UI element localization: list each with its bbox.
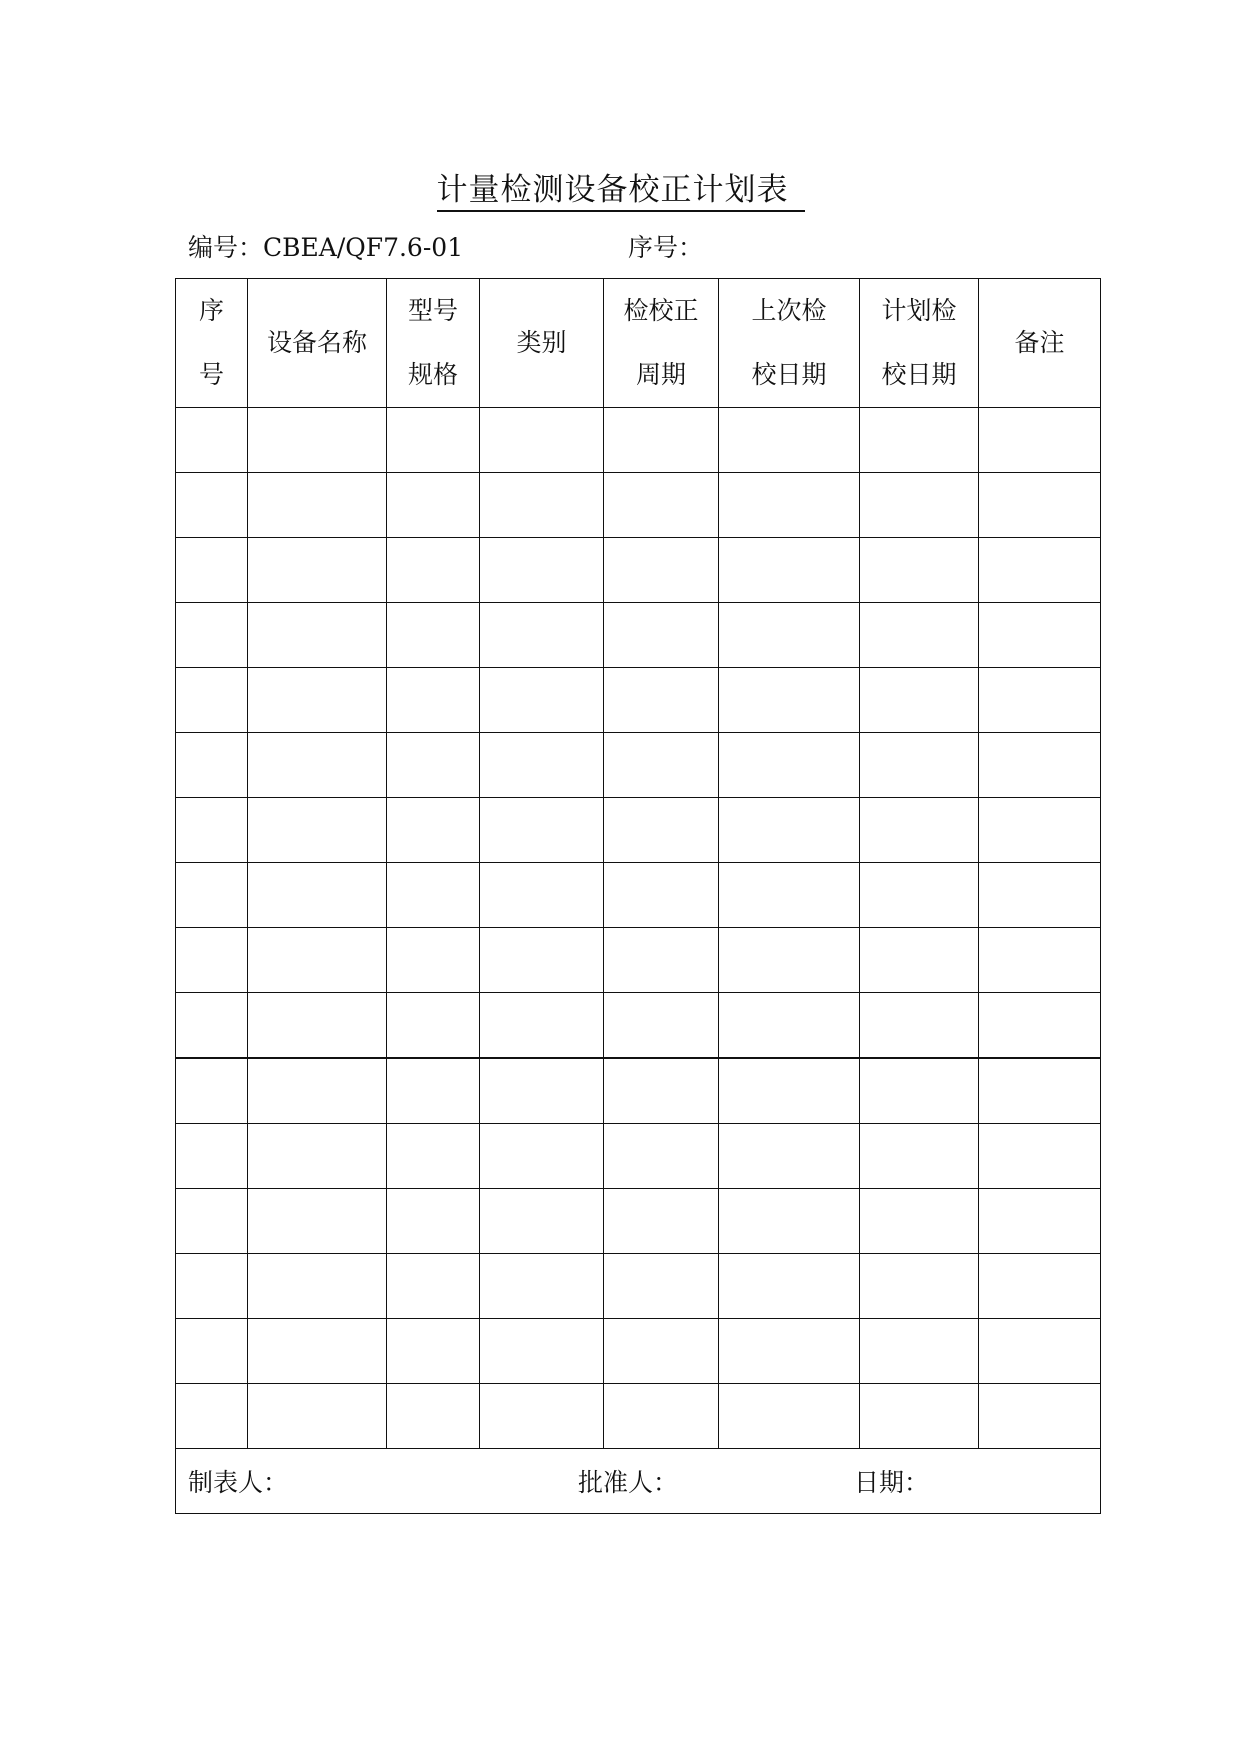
table-cell[interactable]: [604, 668, 719, 733]
table-cell[interactable]: [860, 1319, 979, 1384]
table-cell[interactable]: [719, 1189, 860, 1254]
table-row: [176, 603, 1101, 668]
table-cell[interactable]: [248, 473, 387, 538]
table-cell[interactable]: [979, 798, 1101, 863]
table-cell[interactable]: [719, 733, 860, 798]
table-cell[interactable]: [719, 798, 860, 863]
date-label: 日期：: [854, 1468, 930, 1497]
table-row: [176, 1319, 1101, 1384]
table-cell[interactable]: [979, 863, 1101, 928]
table-cell[interactable]: [176, 928, 248, 993]
table-cell[interactable]: [387, 668, 480, 733]
table-cell[interactable]: [480, 1189, 604, 1254]
table-cell[interactable]: [480, 668, 604, 733]
prepared-by-label: 制表人：: [188, 1468, 289, 1497]
table-cell[interactable]: [480, 1254, 604, 1319]
table-cell[interactable]: [860, 798, 979, 863]
table-cell[interactable]: [719, 993, 860, 1059]
table-cell[interactable]: [604, 1384, 719, 1449]
table-cell[interactable]: [176, 603, 248, 668]
header-remarks: 备注: [979, 279, 1101, 408]
header-category: 类别: [480, 279, 604, 408]
table-cell[interactable]: [979, 1058, 1101, 1124]
table-cell[interactable]: [248, 1319, 387, 1384]
table-cell[interactable]: [387, 538, 480, 603]
table-cell[interactable]: [176, 1058, 248, 1124]
table-cell[interactable]: [387, 408, 480, 473]
table-cell[interactable]: [604, 798, 719, 863]
table-cell[interactable]: [176, 473, 248, 538]
table-cell[interactable]: [860, 993, 979, 1059]
table-cell[interactable]: [719, 1124, 860, 1189]
table-row: [176, 1384, 1101, 1449]
table-cell[interactable]: [176, 863, 248, 928]
table-row: [176, 993, 1101, 1059]
table-row: [176, 408, 1101, 473]
table-cell[interactable]: [979, 1254, 1101, 1319]
table-cell[interactable]: [719, 603, 860, 668]
table-cell[interactable]: [387, 993, 480, 1059]
table-cell[interactable]: [387, 798, 480, 863]
table-cell[interactable]: [387, 1254, 480, 1319]
table-cell[interactable]: [176, 1189, 248, 1254]
table-cell[interactable]: [387, 1384, 480, 1449]
table-cell[interactable]: [719, 1058, 860, 1124]
table-cell[interactable]: [387, 1058, 480, 1124]
table-cell[interactable]: [480, 603, 604, 668]
table-cell[interactable]: [176, 1384, 248, 1449]
table-cell[interactable]: [979, 1189, 1101, 1254]
table-cell[interactable]: [248, 408, 387, 473]
table-cell[interactable]: [860, 408, 979, 473]
table-row: [176, 1189, 1101, 1254]
table-cell[interactable]: [604, 1058, 719, 1124]
form-title: 计量检测设备校正计划表: [0, 164, 1241, 209]
form-sequence-label: 序号：: [628, 233, 704, 262]
table-cell[interactable]: [480, 408, 604, 473]
table-cell[interactable]: [860, 1384, 979, 1449]
table-cell[interactable]: [860, 1124, 979, 1189]
table-cell[interactable]: [176, 1319, 248, 1384]
table-cell[interactable]: [604, 928, 719, 993]
table-cell[interactable]: [979, 1384, 1101, 1449]
calibration-plan-table: [175, 278, 1101, 1514]
table-cell[interactable]: [387, 473, 480, 538]
table-cell[interactable]: [248, 993, 387, 1059]
table-cell[interactable]: [176, 408, 248, 473]
table-cell[interactable]: [979, 408, 1101, 473]
table-cell[interactable]: [480, 538, 604, 603]
table-cell[interactable]: [979, 538, 1101, 603]
table-cell[interactable]: [979, 733, 1101, 798]
table-cell[interactable]: [719, 668, 860, 733]
table-cell[interactable]: [604, 1319, 719, 1384]
table-cell[interactable]: [248, 538, 387, 603]
table-cell[interactable]: [979, 668, 1101, 733]
table-cell[interactable]: [979, 603, 1101, 668]
table-cell[interactable]: [979, 1319, 1101, 1384]
table-cell[interactable]: [480, 1384, 604, 1449]
table-cell[interactable]: [604, 473, 719, 538]
signature-cell: [176, 1449, 1101, 1514]
table-row: [176, 863, 1101, 928]
table-cell[interactable]: [860, 668, 979, 733]
table-cell[interactable]: [248, 733, 387, 798]
table-cell[interactable]: [604, 863, 719, 928]
header-equipment-name: 设备名称: [248, 279, 387, 408]
table-cell[interactable]: [604, 538, 719, 603]
table-cell[interactable]: [248, 1384, 387, 1449]
table-cell[interactable]: [604, 408, 719, 473]
header-last-calibration-date: 上次检 校日期: [719, 279, 860, 408]
table-cell[interactable]: [860, 733, 979, 798]
table-row: [176, 798, 1101, 863]
table-cell[interactable]: [860, 603, 979, 668]
table-cell[interactable]: [860, 538, 979, 603]
table-cell[interactable]: [176, 993, 248, 1059]
table-row: [176, 1058, 1101, 1124]
table-cell[interactable]: [387, 863, 480, 928]
table-cell[interactable]: [248, 668, 387, 733]
table-row: [176, 473, 1101, 538]
table-cell[interactable]: [176, 668, 248, 733]
table-header-row: [176, 279, 1101, 408]
table-cell[interactable]: [604, 993, 719, 1059]
table-cell[interactable]: [979, 993, 1101, 1059]
table-cell[interactable]: [719, 538, 860, 603]
header-calibration-period: 检校正 周期: [604, 279, 719, 408]
table-cell[interactable]: [248, 603, 387, 668]
table-cell[interactable]: [604, 1189, 719, 1254]
table-cell[interactable]: [387, 928, 480, 993]
table-cell[interactable]: [480, 1058, 604, 1124]
table-cell[interactable]: [480, 863, 604, 928]
table-cell[interactable]: [719, 928, 860, 993]
table-cell[interactable]: [860, 1058, 979, 1124]
table-cell[interactable]: [176, 798, 248, 863]
table-cell[interactable]: [176, 733, 248, 798]
table-cell[interactable]: [248, 863, 387, 928]
table-cell[interactable]: [604, 1124, 719, 1189]
table-cell[interactable]: [979, 1124, 1101, 1189]
table-row: [176, 668, 1101, 733]
table-cell[interactable]: [860, 1189, 979, 1254]
table-cell[interactable]: [248, 928, 387, 993]
table-row: [176, 538, 1101, 603]
header-planned-calibration-date: 计划检 校日期: [860, 279, 979, 408]
table-cell[interactable]: [860, 928, 979, 993]
table-cell[interactable]: [480, 473, 604, 538]
table-cell[interactable]: [480, 798, 604, 863]
table-cell[interactable]: [604, 1254, 719, 1319]
table-cell[interactable]: [979, 473, 1101, 538]
table-row: [176, 1254, 1101, 1319]
table-cell[interactable]: [387, 603, 480, 668]
approved-by-label: 批准人：: [578, 1468, 679, 1497]
table-cell[interactable]: [719, 863, 860, 928]
form-code: 编号：CBEA/QF7.6-01: [188, 233, 464, 262]
table-cell[interactable]: [719, 1319, 860, 1384]
table-footer-row: [176, 1449, 1101, 1514]
table-row: [176, 733, 1101, 798]
table-cell[interactable]: [480, 928, 604, 993]
table-cell[interactable]: [860, 1254, 979, 1319]
table-cell[interactable]: [480, 993, 604, 1059]
table-cell[interactable]: [480, 733, 604, 798]
table-cell[interactable]: [387, 1124, 480, 1189]
table-row: [176, 928, 1101, 993]
table-cell[interactable]: [387, 1319, 480, 1384]
table-cell[interactable]: [480, 1124, 604, 1189]
table-cell[interactable]: [248, 798, 387, 863]
table-cell[interactable]: [719, 473, 860, 538]
table-row: [176, 1124, 1101, 1189]
table-cell[interactable]: [248, 1058, 387, 1124]
table-cell[interactable]: [248, 1189, 387, 1254]
table-cell[interactable]: [719, 1384, 860, 1449]
table-cell[interactable]: [604, 603, 719, 668]
table-cell[interactable]: [480, 1319, 604, 1384]
table-cell[interactable]: [176, 1124, 248, 1189]
table-cell[interactable]: [248, 1124, 387, 1189]
table-cell[interactable]: [176, 1254, 248, 1319]
table-cell[interactable]: [387, 1189, 480, 1254]
table-cell[interactable]: [248, 1254, 387, 1319]
table-cell[interactable]: [387, 733, 480, 798]
header-seq: 序 号: [176, 279, 248, 408]
table-cell[interactable]: [719, 408, 860, 473]
table-cell[interactable]: [860, 863, 979, 928]
table-cell[interactable]: [719, 1254, 860, 1319]
table-cell[interactable]: [860, 473, 979, 538]
header-model-spec: 型号 规格: [387, 279, 480, 408]
table-cell[interactable]: [979, 928, 1101, 993]
table-cell[interactable]: [176, 538, 248, 603]
table-cell[interactable]: [604, 733, 719, 798]
